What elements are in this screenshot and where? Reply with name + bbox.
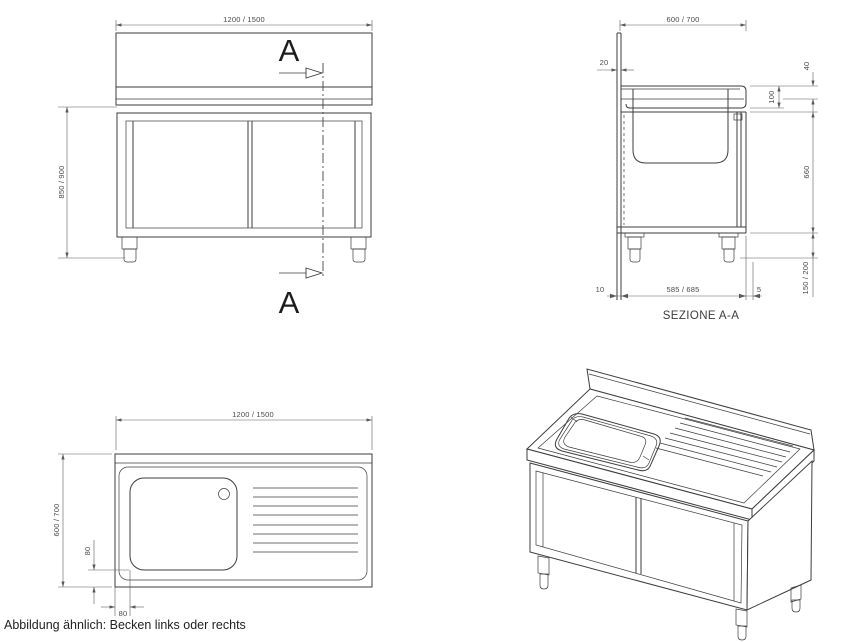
section-letter-bottom: A (278, 285, 300, 320)
drawing-caption: Abbildung ähnlich: Becken links oder rechts (4, 618, 246, 632)
basin-left-offset-dim: 80 (118, 609, 128, 618)
body-depth-dim: 585 / 685 (666, 285, 700, 294)
front-width-dim: 1200 / 1500 (223, 15, 265, 24)
plan-view (52, 410, 372, 618)
front-legs (122, 237, 366, 262)
plan-depth-dim: 600 / 700 (52, 503, 61, 537)
front-cabinet-body (117, 113, 371, 237)
iso-view (527, 369, 814, 640)
apron-height-dim: 100 (767, 90, 776, 104)
section-arrow-bottom (306, 268, 322, 278)
splash-thickness-dim: 20 (599, 58, 609, 67)
section-letter-top: A (278, 33, 300, 68)
front-backsplash (116, 33, 372, 105)
section-view (596, 15, 818, 322)
section-legs (625, 233, 738, 262)
worktop-thickness-dim: 40 (802, 61, 811, 71)
plan-worktop (115, 454, 372, 587)
leg-height-dim: 150 / 200 (801, 261, 810, 295)
body-height-dim: 660 (802, 165, 811, 179)
basin-front-offset-dim: 80 (83, 546, 92, 556)
section-title: SEZIONE A-A (662, 310, 740, 322)
front-view (57, 15, 372, 320)
section-depth-dim: 600 / 700 (666, 15, 700, 24)
front-gap-dim: 5 (756, 285, 762, 294)
plan-width-dim: 1200 / 1500 (232, 410, 274, 419)
back-gap-dim: 10 (595, 285, 605, 294)
front-height-dim: 850 / 900 (57, 165, 66, 199)
section-basin (633, 89, 728, 163)
